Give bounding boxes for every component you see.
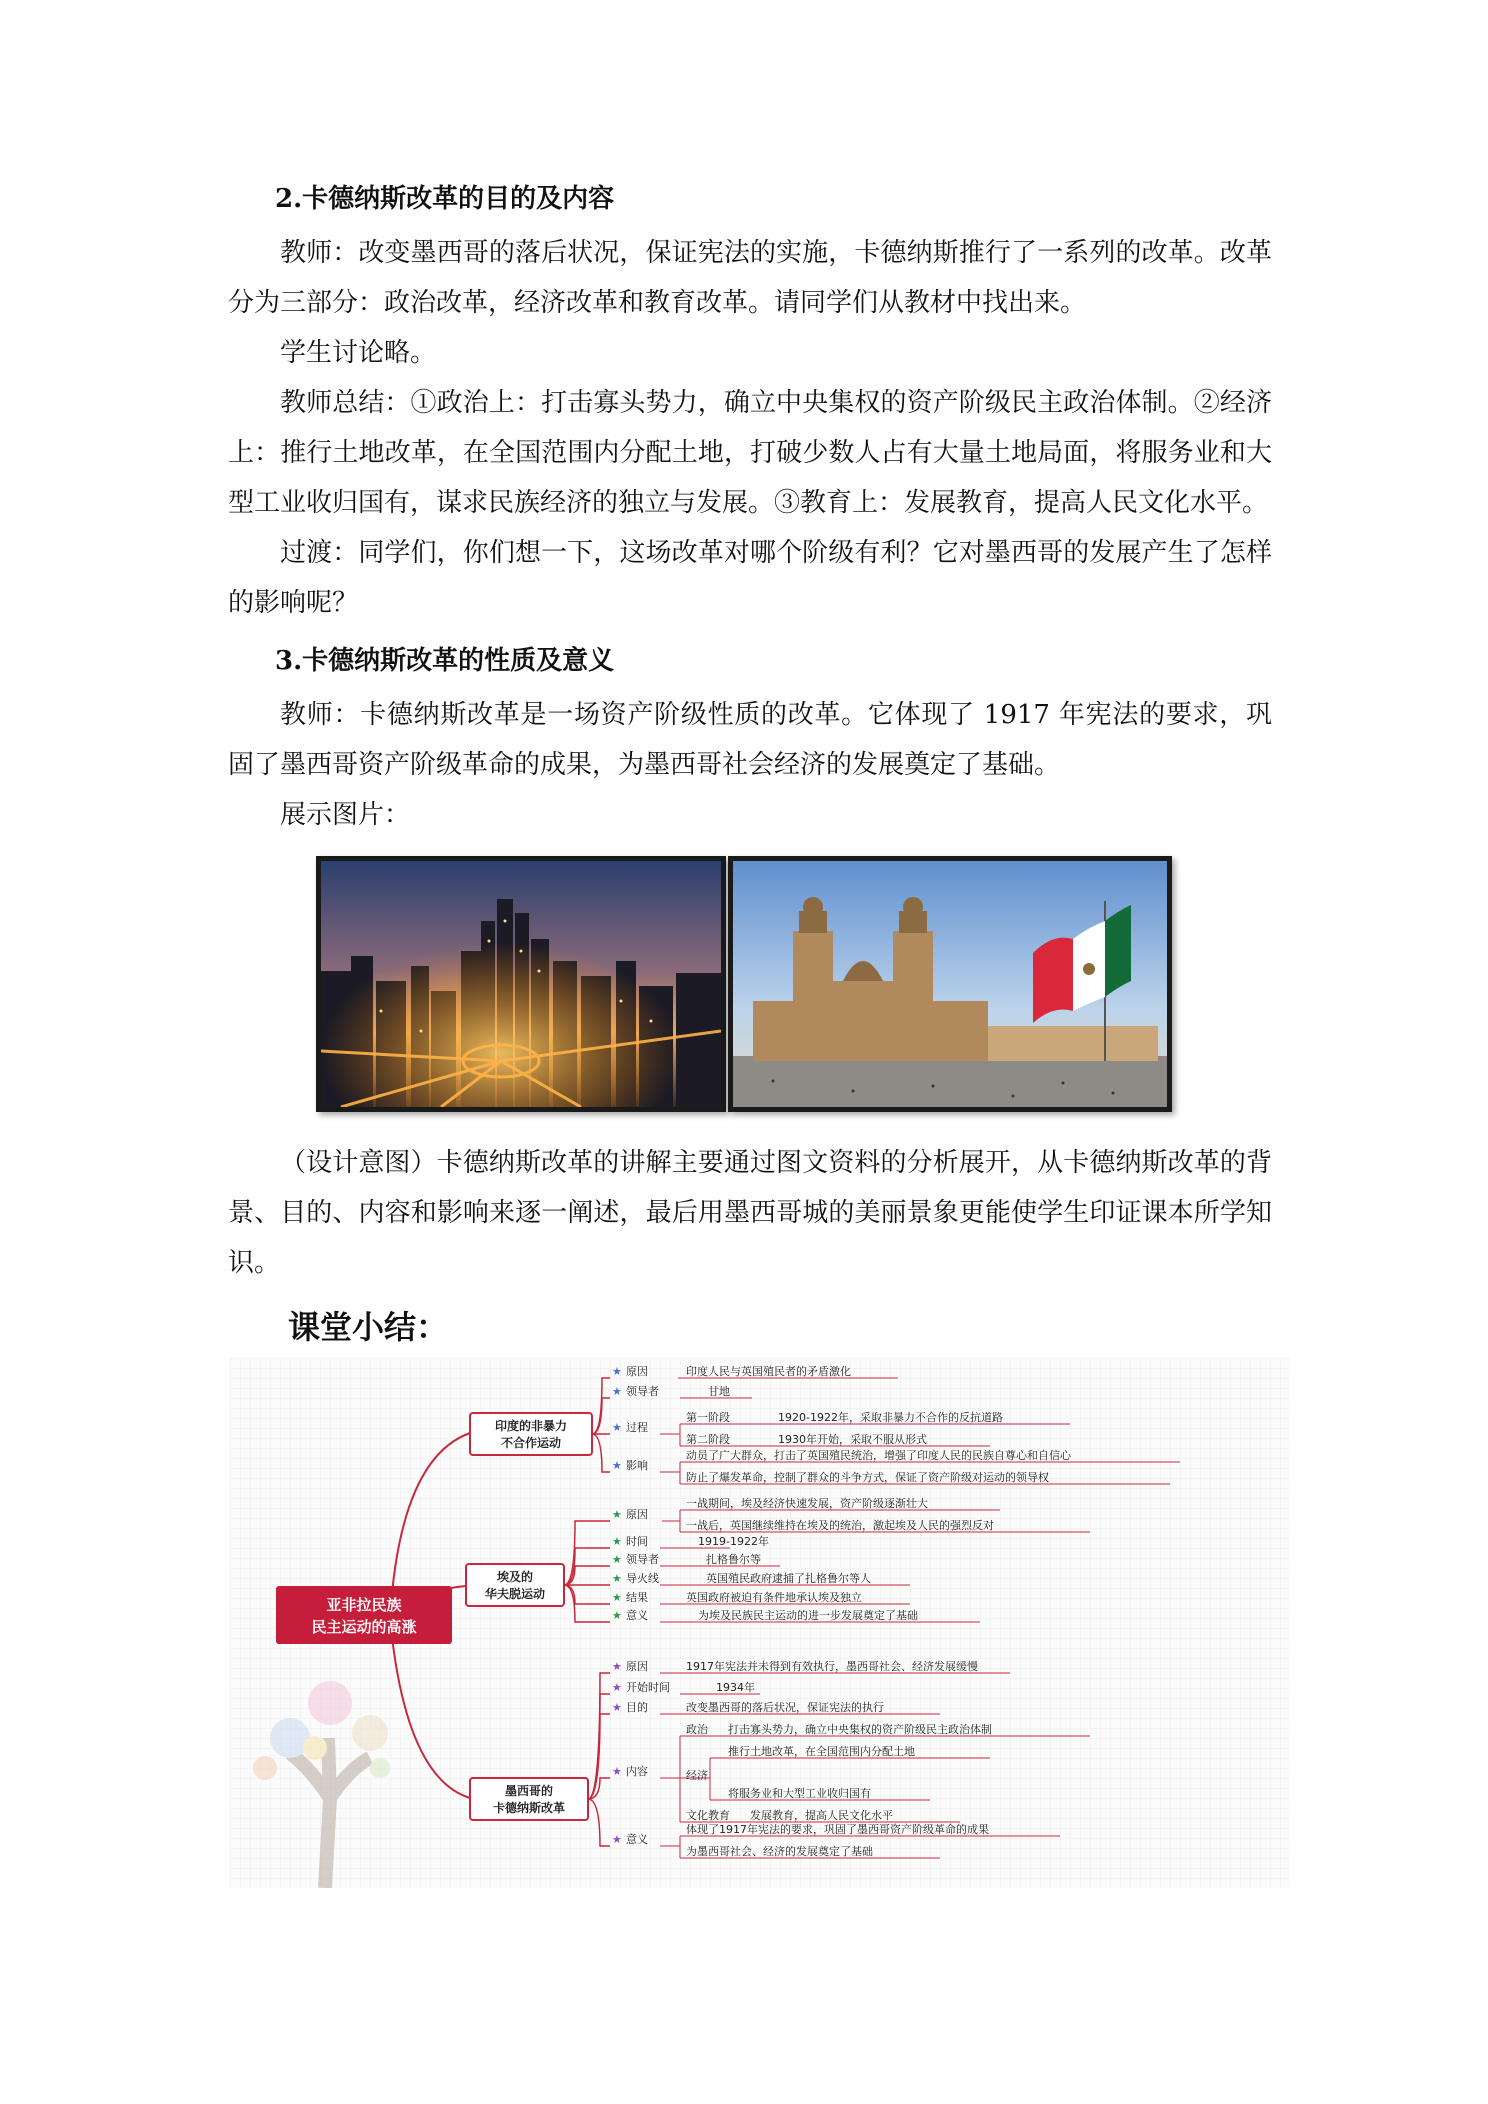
svg-text:1920-1922年，采取非暴力不合作的反抗道路: 1920-1922年，采取非暴力不合作的反抗道路	[778, 1411, 1003, 1424]
svg-text:民主运动的高涨: 民主运动的高涨	[311, 1618, 417, 1636]
svg-text:影响: 影响	[626, 1459, 648, 1472]
svg-text:扎格鲁尔等: 扎格鲁尔等	[706, 1553, 761, 1566]
svg-text:原因: 原因	[626, 1365, 648, 1378]
branch-india	[470, 1413, 592, 1455]
svg-text:为墨西哥社会、经济的发展奠定了基础: 为墨西哥社会、经济的发展奠定了基础	[686, 1845, 873, 1858]
section2-paragraph-1: 教师：改变墨西哥的落后状况，保证宪法的实施，卡德纳斯推行了一系列的改革。改革分为三部分：政治改革，经济改革和教育改革。请同学们从教材中找出来。	[228, 238, 1272, 318]
svg-text:目的: 目的	[626, 1701, 648, 1714]
section3-paragraph-2: 展示图片：	[280, 800, 411, 830]
svg-text:1917年宪法并未得到有效执行，墨西哥社会、经济发展缓慢: 1917年宪法并未得到有效执行，墨西哥社会、经济发展缓慢	[686, 1660, 978, 1673]
star-icon: ★	[612, 1508, 622, 1521]
svg-text:导火线: 导火线	[626, 1572, 659, 1585]
svg-text:亚非拉民族: 亚非拉民族	[326, 1596, 402, 1614]
svg-text:华夫脱运动: 华夫脱运动	[484, 1587, 546, 1601]
section2-heading: 2.卡德纳斯改革的目的及内容	[275, 184, 615, 214]
svg-text:卡德纳斯改革: 卡德纳斯改革	[492, 1801, 566, 1815]
svg-text:经济: 经济	[686, 1769, 708, 1782]
svg-text:政治: 政治	[686, 1723, 708, 1736]
svg-text:第一阶段: 第一阶段	[686, 1411, 730, 1424]
svg-text:结果: 结果	[626, 1591, 648, 1604]
svg-text:领导者: 领导者	[626, 1385, 659, 1398]
mind-map	[230, 1358, 1290, 1888]
svg-text:防止了爆发革命，控制了群众的斗争方式，保证了资产阶级对运动的: 防止了爆发革命，控制了群众的斗争方式，保证了资产阶级对运动的领导权	[686, 1471, 1049, 1484]
section2-paragraph-3: 教师总结：①政治上：打击寡头势力，确立中央集权的资产阶级民主政治体制。②经济上：推行土地改革，在全国范围内分配土地，打破少数人占有大量土地局面，将服务业和大型工业收归国有，谋求民族经济的独立与发展。③教育上：发展教育，提高人民文化水平。	[228, 388, 1272, 518]
svg-text:原因: 原因	[626, 1660, 648, 1673]
star-icon: ★	[612, 1553, 622, 1566]
svg-text:第二阶段: 第二阶段	[686, 1433, 730, 1446]
svg-text:打击寡头势力，确立中央集权的资产阶级民主政治体制: 打击寡头势力，确立中央集权的资产阶级民主政治体制	[728, 1723, 992, 1736]
svg-text:甘地: 甘地	[708, 1385, 730, 1398]
svg-text:改变墨西哥的落后状况，保证宪法的执行: 改变墨西哥的落后状况，保证宪法的执行	[686, 1701, 884, 1714]
svg-text:推行土地改革，在全国范围内分配土地: 推行土地改革，在全国范围内分配土地	[728, 1745, 915, 1758]
star-icon: ★	[612, 1572, 622, 1585]
svg-text:内容: 内容	[626, 1765, 648, 1778]
star-icon: ★	[612, 1701, 622, 1714]
star-icon: ★	[612, 1385, 622, 1398]
svg-text:意义: 意义	[626, 1833, 648, 1846]
design-intent-paragraph: （设计意图）卡德纳斯改革的讲解主要通过图文资料的分析展开，从卡德纳斯改革的背景、目的、内容和影响来逐一阐述，最后用墨西哥城的美丽景象更能使学生印证课本所学知识。	[228, 1148, 1272, 1278]
star-icon: ★	[612, 1365, 622, 1378]
star-icon: ★	[612, 1681, 622, 1694]
star-icon: ★	[612, 1421, 622, 1434]
summary-title: 课堂小结：	[288, 1308, 449, 1346]
svg-text:将服务业和大型工业收归国有: 将服务业和大型工业收归国有	[728, 1787, 871, 1800]
svg-text:一战后，英国继续维持在埃及的统治，激起埃及人民的强烈反对: 一战后，英国继续维持在埃及的统治，激起埃及人民的强烈反对	[686, 1519, 994, 1532]
svg-text:原因: 原因	[626, 1508, 648, 1521]
svg-text:埃及的: 埃及的	[496, 1570, 534, 1584]
star-icon: ★	[612, 1459, 622, 1472]
svg-text:墨西哥的: 墨西哥的	[504, 1784, 554, 1798]
section2-paragraph-2: 学生讨论略。	[280, 338, 437, 368]
svg-text:1930年开始，采取不服从形式: 1930年开始，采取不服从形式	[778, 1433, 927, 1446]
svg-text:为埃及民族民主运动的进一步发展奠定了基础: 为埃及民族民主运动的进一步发展奠定了基础	[698, 1609, 918, 1622]
svg-text:1919-1922年: 1919-1922年	[698, 1535, 769, 1548]
svg-text:英国殖民政府逮捕了扎格鲁尔等人: 英国殖民政府逮捕了扎格鲁尔等人	[706, 1572, 871, 1585]
section3-paragraph-1: 教师：卡德纳斯改革是一场资产阶级性质的改革。它体现了 1917 年宪法的要求，巩固了墨西哥资产阶级革命的成果，为墨西哥社会经济的发展奠定了基础。	[228, 700, 1272, 780]
svg-text:发展教育，提高人民文化水平: 发展教育，提高人民文化水平	[750, 1809, 893, 1822]
svg-text:领导者: 领导者	[626, 1553, 659, 1566]
star-icon: ★	[612, 1535, 622, 1548]
star-icon: ★	[612, 1591, 622, 1604]
svg-text:文化教育: 文化教育	[686, 1809, 730, 1822]
svg-text:过程: 过程	[626, 1421, 648, 1434]
mind-map-root	[276, 1586, 452, 1644]
svg-text:一战期间，埃及经济快速发展，资产阶级逐渐壮大: 一战期间，埃及经济快速发展，资产阶级逐渐壮大	[686, 1497, 928, 1510]
branch-mexico	[470, 1778, 588, 1820]
branch-egypt	[466, 1564, 564, 1606]
star-icon: ★	[612, 1765, 622, 1778]
mexico-city-plaza-photo	[728, 856, 1172, 1112]
svg-text:体现了1917年宪法的要求，巩固了墨西哥资产阶级革命的成果: 体现了1917年宪法的要求，巩固了墨西哥资产阶级革命的成果	[686, 1823, 989, 1836]
svg-text:不合作运动: 不合作运动	[500, 1436, 562, 1450]
svg-text:意义: 意义	[626, 1609, 648, 1622]
mind-map-canvas	[230, 1358, 1290, 1888]
svg-text:英国政府被迫有条件地承认埃及独立: 英国政府被迫有条件地承认埃及独立	[686, 1591, 862, 1604]
star-icon: ★	[612, 1660, 622, 1673]
star-icon: ★	[612, 1833, 622, 1846]
section2-paragraph-4: 过渡：同学们，你们想一下，这场改革对哪个阶级有利？它对墨西哥的发展产生了怎样的影响呢？	[228, 538, 1272, 618]
svg-text:时间: 时间	[626, 1535, 648, 1548]
city-night-photo	[316, 856, 726, 1112]
section3-heading: 3.卡德纳斯改革的性质及意义	[275, 646, 615, 676]
svg-text:印度人民与英国殖民者的矛盾激化: 印度人民与英国殖民者的矛盾激化	[686, 1365, 851, 1378]
star-icon: ★	[612, 1609, 622, 1622]
svg-text:开始时间: 开始时间	[626, 1681, 670, 1694]
svg-text:1934年: 1934年	[716, 1681, 755, 1694]
svg-text:印度的非暴力: 印度的非暴力	[494, 1419, 568, 1433]
svg-text:动员了广大群众，打击了英国殖民统治，增强了印度人民的民族自尊: 动员了广大群众，打击了英国殖民统治，增强了印度人民的民族自尊心和自信心	[686, 1449, 1071, 1462]
